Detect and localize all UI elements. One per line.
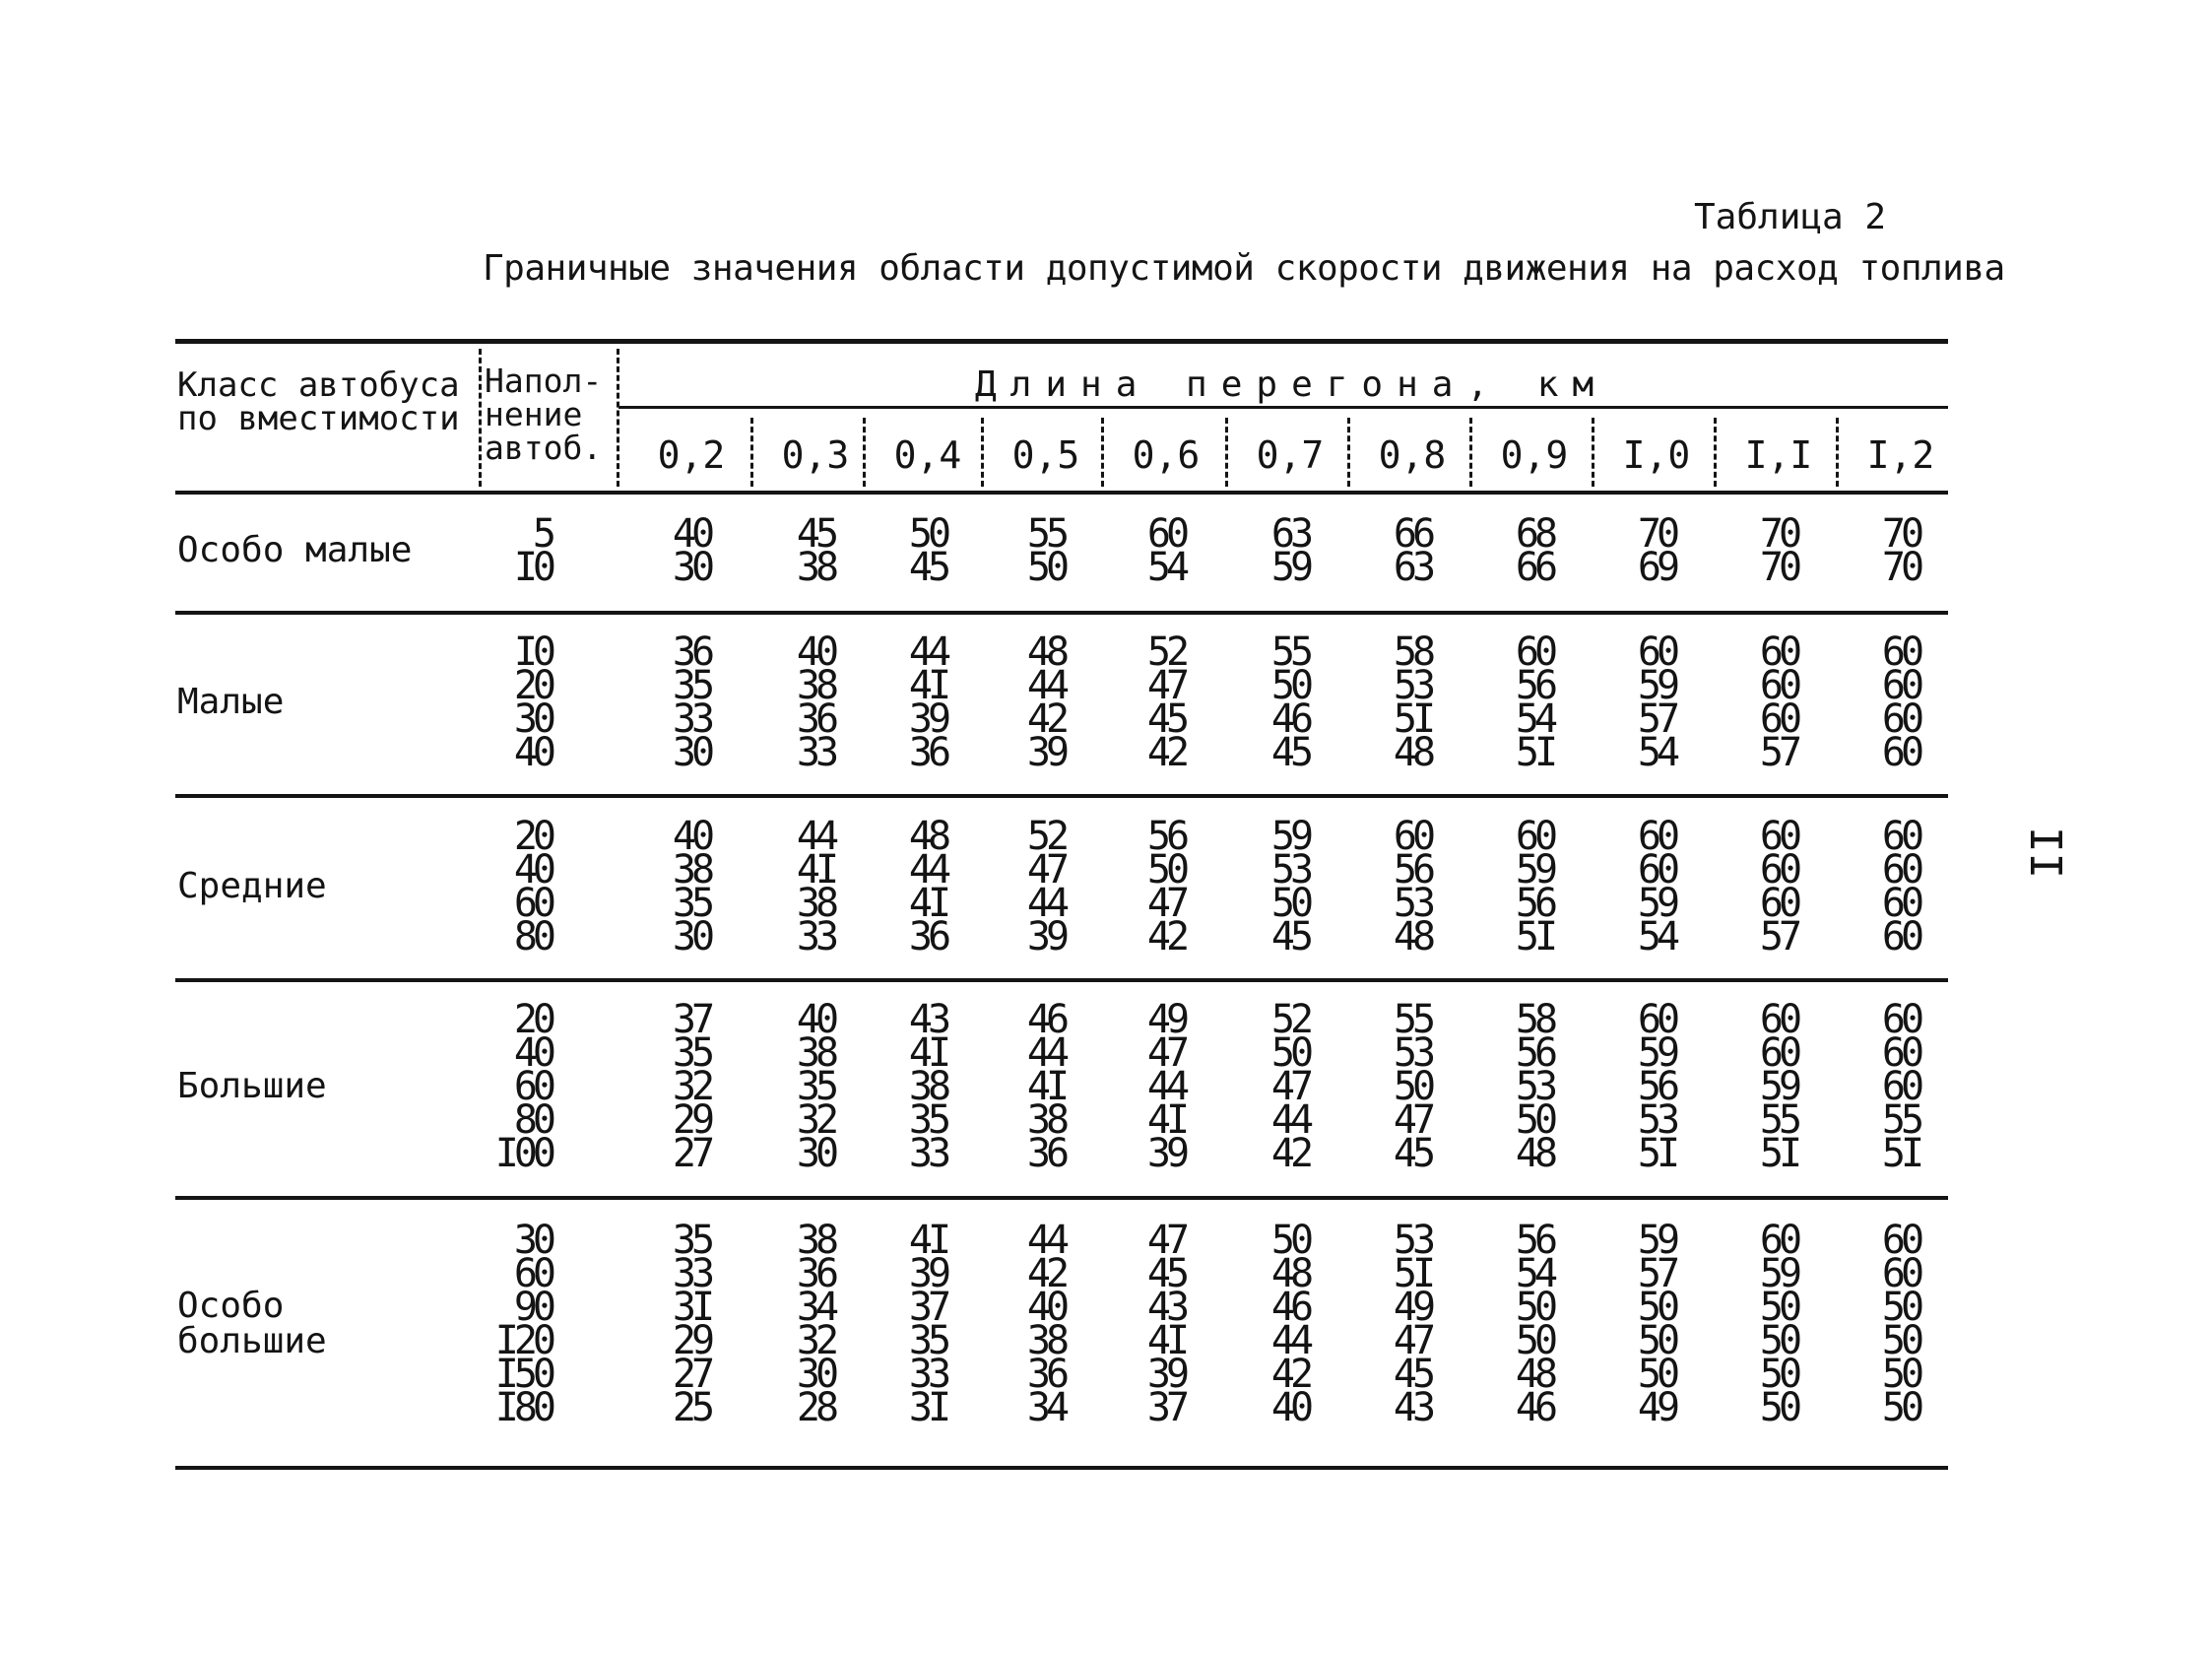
speed-value-cell: 60 59 56 5I — [1515, 814, 1554, 959]
fill-values: 5 I0 — [513, 511, 552, 590]
speed-value-cell: 55 50 — [1026, 511, 1066, 590]
speed-value-cell: 60 60 59 55 5I — [1759, 997, 1798, 1176]
speed-value-cell: 56 50 47 42 — [1146, 814, 1186, 959]
speed-value-cell: 70 70 — [1759, 511, 1798, 590]
speed-value-cell: 60 59 57 54 — [1637, 629, 1676, 775]
speed-value-cell: 60 60 60 60 — [1881, 629, 1920, 775]
speed-value-cell: 40 38 36 33 — [796, 629, 835, 775]
group-separator-rule — [175, 1196, 1948, 1200]
bus-class-label: Средние — [177, 866, 327, 906]
length-column-header: 0,4 — [893, 433, 962, 477]
speed-value-cell: 60 59 50 50 50 50 — [1759, 1218, 1798, 1430]
table-title: Граничные значения области допустимой скорости движения на расход топлива — [483, 248, 2005, 289]
speed-value-cell: 4I 39 37 35 33 3I — [908, 1218, 947, 1430]
speed-value-cell: 60 60 59 54 — [1637, 814, 1676, 959]
speed-value-cell: 70 70 — [1881, 511, 1920, 590]
fill-values: 30 60 90 I20 I50 I80 — [494, 1218, 552, 1430]
length-column-header: 0,8 — [1378, 433, 1447, 477]
speed-value-cell: 36 35 33 30 — [672, 629, 711, 775]
length-column-header: I,2 — [1866, 433, 1935, 477]
speed-value-cell: 60 59 56 53 5I — [1637, 997, 1676, 1176]
speed-value-cell: 63 59 — [1270, 511, 1310, 590]
fill-values: I0 20 30 40 — [513, 629, 552, 775]
header-segment-length: Длина перегона, км — [975, 364, 1608, 405]
fill-values: 20 40 60 80 — [513, 814, 552, 959]
length-column-header: 0,5 — [1011, 433, 1080, 477]
length-column-header: I,0 — [1622, 433, 1691, 477]
header-bottom-rule — [175, 491, 1948, 495]
bus-class-label: Большие — [177, 1066, 327, 1106]
speed-value-cell: 40 30 — [672, 511, 711, 590]
speed-value-cell: 66 63 — [1393, 511, 1432, 590]
page-number: II — [2019, 827, 2070, 879]
speed-value-cell: 59 57 50 50 50 49 — [1637, 1218, 1676, 1430]
length-header-rule — [618, 406, 1948, 409]
speed-value-cell: 48 44 4I 36 — [908, 814, 947, 959]
speed-value-cell: 60 60 60 57 — [1759, 629, 1798, 775]
group-separator-rule — [175, 611, 1948, 615]
length-column-header: 0,2 — [657, 433, 726, 477]
speed-value-cell: 38 36 34 32 30 28 — [796, 1218, 835, 1430]
speed-value-cell: 50 45 — [908, 511, 947, 590]
group-separator-rule — [175, 978, 1948, 982]
table-bottom-rule — [175, 1466, 1948, 1470]
header-bus-class: Класс автобуса по вместимости — [177, 365, 460, 438]
length-column-header: 0,7 — [1256, 433, 1325, 477]
speed-value-cell: 60 54 — [1146, 511, 1186, 590]
length-column-header: 0,6 — [1132, 433, 1201, 477]
speed-value-cell: 60 60 60 57 — [1759, 814, 1798, 959]
speed-value-cell: 70 69 — [1637, 511, 1676, 590]
fill-values: 20 40 60 80 I00 — [494, 997, 552, 1176]
speed-value-cell: 58 53 5I 48 — [1393, 629, 1432, 775]
speed-value-cell: 53 5I 49 47 45 43 — [1393, 1218, 1432, 1430]
speed-value-cell: 44 4I 38 33 — [796, 814, 835, 959]
speed-value-cell: 50 48 46 44 42 40 — [1270, 1218, 1310, 1430]
speed-value-cell: 55 53 50 47 45 — [1393, 997, 1432, 1176]
header-column-divider — [617, 349, 619, 487]
speed-value-cell: 56 54 50 50 48 46 — [1515, 1218, 1554, 1430]
speed-value-cell: 43 4I 38 35 33 — [908, 997, 947, 1176]
length-column-header: I,I — [1744, 433, 1813, 477]
speed-value-cell: 58 56 53 50 48 — [1515, 997, 1554, 1176]
bus-class-label: Особо большие — [177, 1286, 327, 1361]
length-column-header: 0,3 — [781, 433, 850, 477]
speed-value-cell: 46 44 4I 38 36 — [1026, 997, 1066, 1176]
speed-value-cell: 52 50 47 44 42 — [1270, 997, 1310, 1176]
speed-value-cell: 47 45 43 4I 39 37 — [1146, 1218, 1186, 1430]
speed-value-cell: 60 60 60 55 5I — [1881, 997, 1920, 1176]
speed-value-cell: 52 47 44 39 — [1026, 814, 1066, 959]
bus-class-label: Малые — [177, 682, 285, 722]
speed-value-cell: 44 4I 39 36 — [908, 629, 947, 775]
speed-value-cell: 44 42 40 38 36 34 — [1026, 1218, 1066, 1430]
speed-value-cell: 40 38 35 32 30 — [796, 997, 835, 1176]
speed-value-cell: 68 66 — [1515, 511, 1554, 590]
speed-value-cell: 60 60 60 60 — [1881, 814, 1920, 959]
header-bus-fill: Напол- нение автоб. — [485, 362, 603, 467]
speed-value-cell: 48 44 42 39 — [1026, 629, 1066, 775]
bus-class-label: Особо малые — [177, 530, 413, 570]
speed-value-cell: 40 38 35 30 — [672, 814, 711, 959]
group-separator-rule — [175, 794, 1948, 798]
speed-value-cell: 52 47 45 42 — [1146, 629, 1186, 775]
speed-value-cell: 59 53 50 45 — [1270, 814, 1310, 959]
speed-value-cell: 45 38 — [796, 511, 835, 590]
header-column-divider — [479, 349, 482, 487]
speed-value-cell: 55 50 46 45 — [1270, 629, 1310, 775]
speed-value-cell: 60 56 54 5I — [1515, 629, 1554, 775]
speed-value-cell: 37 35 32 29 27 — [672, 997, 711, 1176]
length-column-header: 0,9 — [1500, 433, 1569, 477]
table-top-rule — [175, 339, 1948, 344]
speed-value-cell: 35 33 3I 29 27 25 — [672, 1218, 711, 1430]
speed-value-cell: 60 60 50 50 50 50 — [1881, 1218, 1920, 1430]
table-label: Таблица 2 — [1694, 197, 1887, 237]
speed-value-cell: 60 56 53 48 — [1393, 814, 1432, 959]
speed-value-cell: 49 47 44 4I 39 — [1146, 997, 1186, 1176]
